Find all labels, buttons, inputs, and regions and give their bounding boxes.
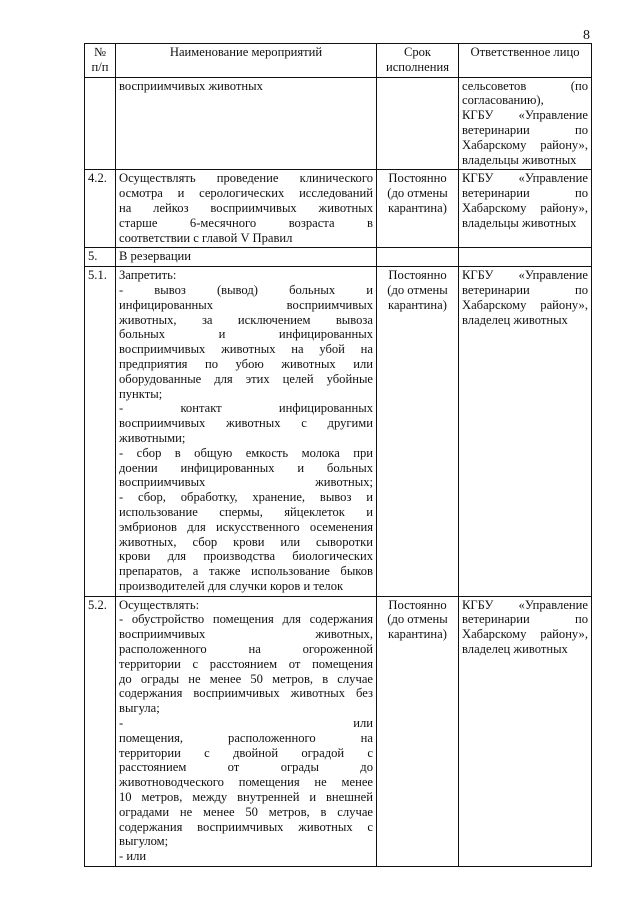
cell-line: Постоянно (388, 597, 447, 612)
cell-line: (до отмены (387, 612, 448, 627)
header-responsible: Ответственное лицо (459, 44, 592, 78)
row-num: 5.2. (85, 596, 116, 866)
row-name (116, 248, 377, 267)
cell-line: - обустройство помещения для содержания (119, 612, 373, 627)
cell-line: владельцы животных (462, 215, 577, 230)
cell-line: согласованию), (462, 93, 544, 108)
cell-line: территории с расстоянием от помещения (119, 656, 373, 671)
cell-line: больных и инфицированных (119, 327, 373, 342)
cell-line: крови для производства биологических (119, 549, 373, 564)
row-name (116, 596, 377, 866)
cell-line: использование спермы, яйцеклеток и (119, 504, 373, 519)
row-responsible (459, 596, 592, 866)
cell-line: пункты; (119, 386, 163, 401)
cell-line: карантина) (388, 627, 447, 642)
cell-line: Хабарскому району», (462, 137, 588, 152)
cell-line: животных, за исключением вывоза (119, 312, 373, 327)
cell-line: карантина) (388, 200, 447, 215)
row-num: 4.2. (85, 170, 116, 248)
row-term (377, 170, 459, 248)
cell-line: инфицированных восприимчивых (119, 297, 373, 312)
cell-line: Хабарскому району», (462, 297, 588, 312)
table-row (85, 267, 592, 597)
cell-line: Осуществлять: (119, 597, 200, 612)
cell-line: - контакт инфицированных (119, 401, 373, 416)
cell-line: содержания восприимчивых животных с (119, 819, 373, 834)
cell-line: восприимчивых животных (119, 78, 263, 93)
cell-line: ветеринарии по (462, 282, 588, 297)
header-term (377, 44, 459, 78)
cell-line: владельцы животных (462, 152, 577, 167)
cell-line: - сбор, обработку, хранение, вывоз и (119, 490, 373, 505)
cell-line: восприимчивых животных; (119, 475, 373, 490)
cell-line: производителей для случки коров и телок (119, 578, 344, 593)
table-body (85, 77, 592, 866)
header-term-line: исполнения (385, 59, 450, 74)
cell-line: Постоянно (388, 171, 447, 186)
cell-line: Запретить: (119, 268, 177, 283)
row-num: 5. (85, 248, 116, 267)
cell-line: эмбрионов для искусственного осеменения (119, 519, 373, 534)
table-row (85, 170, 592, 248)
cell-line: предприятия по убою животных или (119, 356, 373, 371)
cell-line: владелец животных (462, 642, 568, 657)
cell-line: расположенного на огороженной (119, 642, 373, 657)
cell-line: восприимчивых животных с другими (119, 416, 373, 431)
cell-line: животных, сбор крови или сыворотки (119, 534, 373, 549)
header-name: Наименование мероприятий (116, 44, 377, 78)
row-responsible (459, 77, 592, 170)
cell-line: оборудованные для этих целей убойные (119, 371, 373, 386)
cell-line: восприимчивых животных на убой на (119, 342, 373, 357)
cell-line: содержания восприимчивых животных без (119, 686, 373, 701)
cell-line: восприимчивых животных, (119, 627, 373, 642)
row-responsible (459, 248, 592, 267)
cell-line: сельсоветов (по (462, 78, 588, 93)
cell-line: животноводческого помещения не менее (119, 775, 373, 790)
table-header-row (85, 44, 592, 78)
cell-line: (до отмены (387, 282, 448, 297)
cell-line: до ограды не менее 50 метров, в случае (119, 671, 373, 686)
header-num (85, 44, 116, 78)
cell-line: Постоянно (388, 268, 447, 283)
cell-line: ветеринарии по (462, 186, 588, 201)
cell-line: 10 метров, между внутренней и внешней (119, 790, 373, 805)
row-num: 5.1. (85, 267, 116, 597)
cell-line: КГБУ «Управление (462, 597, 588, 612)
row-responsible (459, 170, 592, 248)
row-term (377, 596, 459, 866)
row-name (116, 170, 377, 248)
cell-line: - вывоз (вывод) больных и (119, 282, 373, 297)
cell-line: ветеринарии по (462, 122, 588, 137)
cell-line: препаратов, а также использование быков (119, 564, 373, 579)
cell-line: ветеринарии по (462, 612, 588, 627)
row-num (85, 77, 116, 170)
cell-line: доении инфицированных и больных (119, 460, 373, 475)
cell-line: КГБУ «Управление (462, 171, 588, 186)
row-term (377, 267, 459, 597)
row-responsible (459, 267, 592, 597)
cell-line: - или (119, 849, 147, 864)
row-term (377, 77, 459, 170)
cell-line: территории с двойной оградой с (119, 745, 373, 760)
row-term (377, 248, 459, 267)
cell-line: Хабарскому району», (462, 627, 588, 642)
cell-line: владелец животных (462, 312, 568, 327)
cell-line: В резервации (119, 249, 192, 264)
cell-line: КГБУ «Управление (462, 268, 588, 283)
table-row (85, 596, 592, 866)
cell-line: на лейкоз восприимчивых животных (119, 200, 373, 215)
header-num-line: № (93, 45, 107, 59)
row-name (116, 267, 377, 597)
cell-line: Хабарскому району», (462, 200, 588, 215)
cell-line: КГБУ «Управление (462, 108, 588, 123)
cell-line: (до отмены (387, 186, 448, 201)
cell-line: - или (119, 716, 373, 731)
cell-line: животными; (119, 430, 186, 445)
cell-line: Осуществлять проведение клинического (119, 171, 373, 186)
cell-line: расстоянием от ограды до (119, 760, 373, 775)
cell-line: осмотра и серологических исследований (119, 186, 373, 201)
header-num-line: п/п (91, 59, 109, 74)
cell-line: соответствии с главой V Правил (119, 230, 293, 245)
table-row (85, 248, 592, 267)
cell-line: оградами не менее 50 метров, в случае (119, 804, 373, 819)
header-term-line: Срок (403, 45, 432, 59)
measures-table (84, 43, 592, 867)
cell-line: выгулом; (119, 834, 169, 849)
cell-line: помещения, расположенного на (119, 730, 373, 745)
row-name (116, 77, 377, 170)
table-row (85, 77, 592, 170)
cell-line: старше 6-месячного возраста в (119, 215, 373, 230)
cell-line: выгула; (119, 701, 160, 716)
cell-line: - сбор в общую емкость молока при (119, 445, 373, 460)
cell-line: карантина) (388, 297, 447, 312)
page-number: 8 (583, 28, 590, 43)
